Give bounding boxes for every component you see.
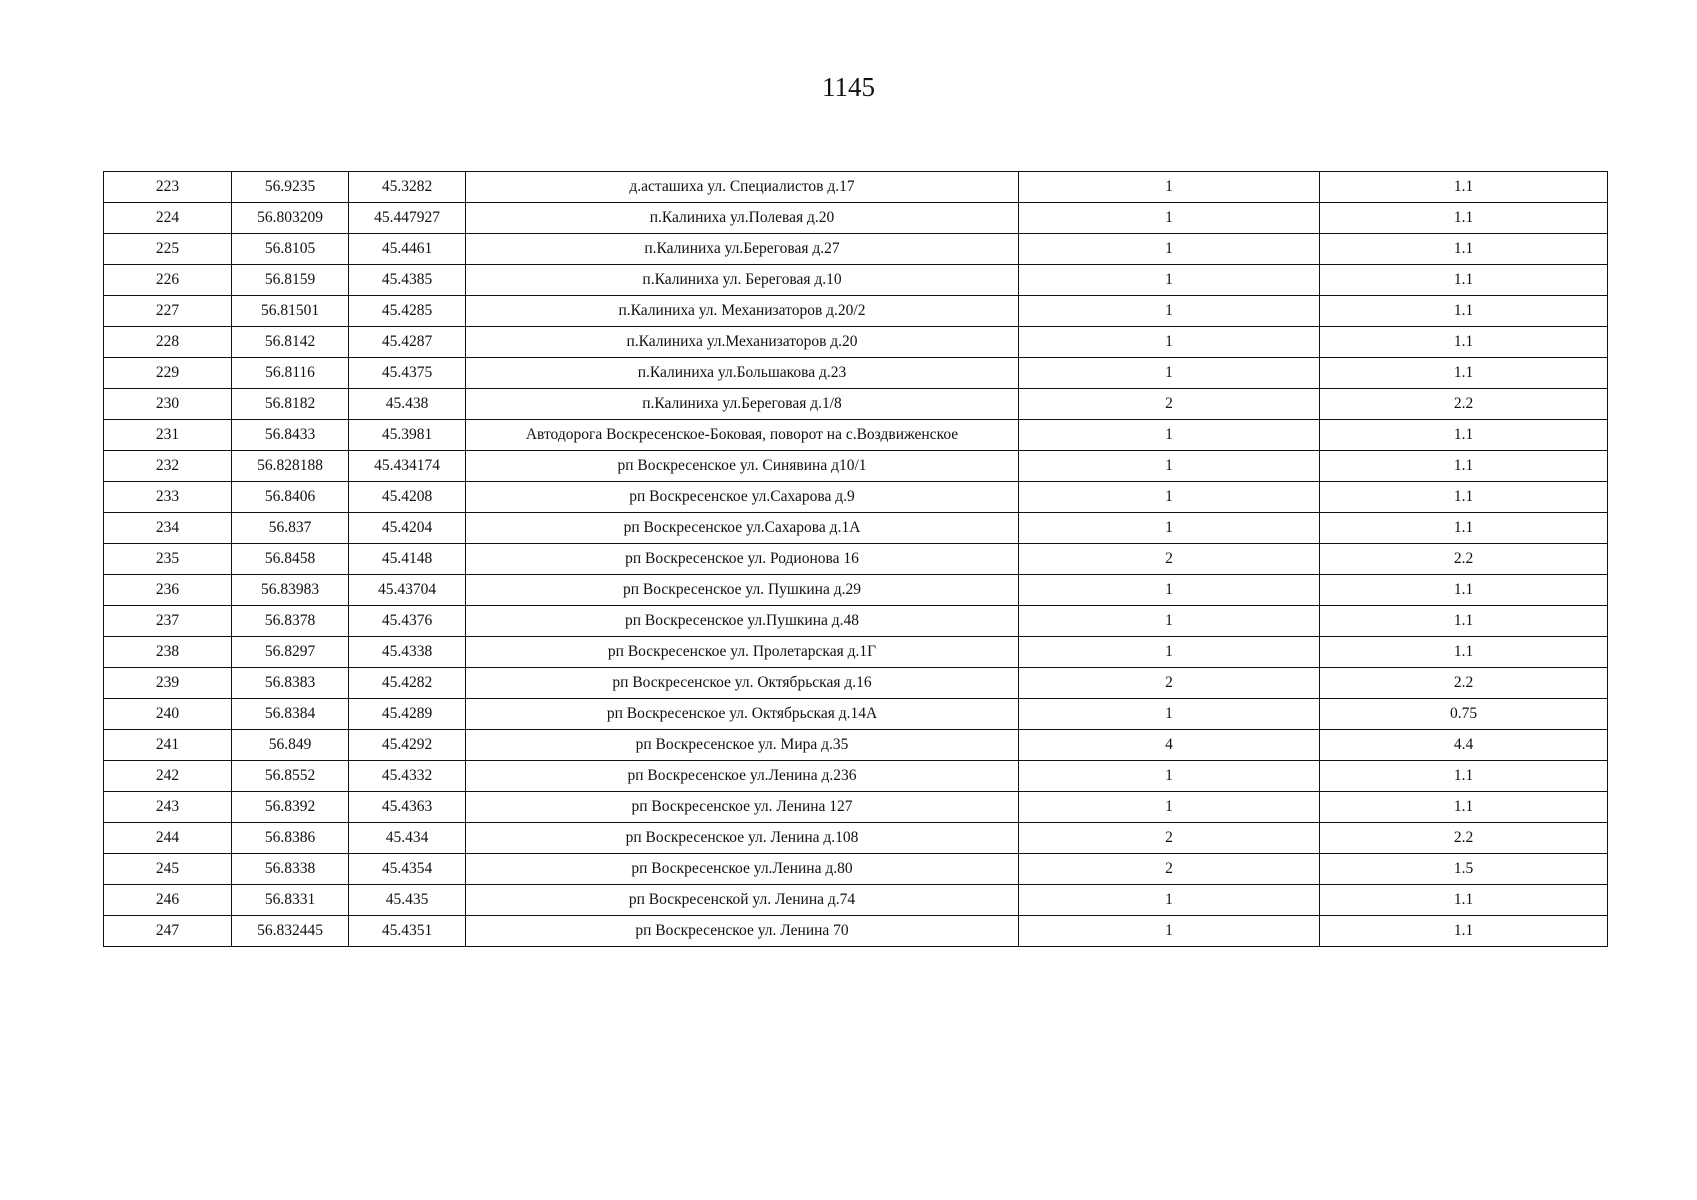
address-cell: п.Калиниха ул. Механизаторов д.20/2	[466, 296, 1019, 327]
count-cell: 1	[1019, 885, 1320, 916]
row-number-cell: 230	[104, 389, 232, 420]
latitude-cell: 56.8182	[232, 389, 349, 420]
longitude-cell: 45.4376	[349, 606, 466, 637]
table-row	[104, 916, 1608, 947]
value-cell: 1.1	[1320, 575, 1608, 606]
count-cell: 1	[1019, 234, 1320, 265]
address-cell: д.асташиха ул. Специалистов д.17	[466, 172, 1019, 203]
row-number-cell: 240	[104, 699, 232, 730]
table-row	[104, 792, 1608, 823]
longitude-cell: 45.4287	[349, 327, 466, 358]
table-row	[104, 451, 1608, 482]
count-cell: 1	[1019, 606, 1320, 637]
table-row	[104, 606, 1608, 637]
table-row	[104, 544, 1608, 575]
count-cell: 2	[1019, 389, 1320, 420]
row-number-cell: 229	[104, 358, 232, 389]
value-cell: 1.1	[1320, 234, 1608, 265]
table-row	[104, 637, 1608, 668]
address-cell: рп Воскресенское ул. Ленина д.108	[466, 823, 1019, 854]
table-row	[104, 730, 1608, 761]
value-cell: 1.1	[1320, 885, 1608, 916]
row-number-cell: 225	[104, 234, 232, 265]
table-row	[104, 823, 1608, 854]
address-cell: рп Воскресенское ул. Синявина д10/1	[466, 451, 1019, 482]
latitude-cell: 56.8406	[232, 482, 349, 513]
count-cell: 1	[1019, 358, 1320, 389]
table-row	[104, 575, 1608, 606]
table-row	[104, 265, 1608, 296]
address-cell: рп Воскресенское ул. Октябрьская д.16	[466, 668, 1019, 699]
value-cell: 1.1	[1320, 172, 1608, 203]
value-cell: 1.1	[1320, 606, 1608, 637]
row-number-cell: 236	[104, 575, 232, 606]
value-cell: 1.1	[1320, 203, 1608, 234]
page-number: 1145	[822, 72, 875, 102]
longitude-cell: 45.4461	[349, 234, 466, 265]
address-cell: рп Воскресенское ул. Октябрьская д.14А	[466, 699, 1019, 730]
longitude-cell: 45.4332	[349, 761, 466, 792]
longitude-cell: 45.4292	[349, 730, 466, 761]
table-row	[104, 699, 1608, 730]
count-cell: 1	[1019, 699, 1320, 730]
table-row	[104, 854, 1608, 885]
value-cell: 1.1	[1320, 761, 1608, 792]
address-cell: Автодорога Воскресенское-Боковая, поворот на с.Воздвиженское	[466, 420, 1019, 451]
count-cell: 1	[1019, 296, 1320, 327]
value-cell: 2.2	[1320, 389, 1608, 420]
count-cell: 1	[1019, 761, 1320, 792]
longitude-cell: 45.435	[349, 885, 466, 916]
latitude-cell: 56.81501	[232, 296, 349, 327]
address-cell: рп Воскресенское ул. Ленина 70	[466, 916, 1019, 947]
row-number-cell: 237	[104, 606, 232, 637]
table-row	[104, 482, 1608, 513]
address-cell: п.Калиниха ул.Механизаторов д.20	[466, 327, 1019, 358]
row-number-cell: 223	[104, 172, 232, 203]
address-cell: рп Воскресенское ул. Пролетарская д.1Г	[466, 637, 1019, 668]
row-number-cell: 234	[104, 513, 232, 544]
count-cell: 1	[1019, 203, 1320, 234]
longitude-cell: 45.4148	[349, 544, 466, 575]
count-cell: 1	[1019, 172, 1320, 203]
row-number-cell: 246	[104, 885, 232, 916]
longitude-cell: 45.434	[349, 823, 466, 854]
count-cell: 1	[1019, 575, 1320, 606]
count-cell: 2	[1019, 854, 1320, 885]
table-row	[104, 389, 1608, 420]
address-cell: рп Воскресенское ул.Ленина д.80	[466, 854, 1019, 885]
value-cell: 0.75	[1320, 699, 1608, 730]
address-cell: рп Воскресенское ул. Пушкина д.29	[466, 575, 1019, 606]
latitude-cell: 56.8386	[232, 823, 349, 854]
longitude-cell: 45.4375	[349, 358, 466, 389]
address-cell: рп Воскресенской ул. Ленина д.74	[466, 885, 1019, 916]
value-cell: 2.2	[1320, 823, 1608, 854]
latitude-cell: 56.832445	[232, 916, 349, 947]
row-number-cell: 226	[104, 265, 232, 296]
count-cell: 1	[1019, 792, 1320, 823]
longitude-cell: 45.3981	[349, 420, 466, 451]
value-cell: 1.1	[1320, 916, 1608, 947]
table-row	[104, 358, 1608, 389]
latitude-cell: 56.8552	[232, 761, 349, 792]
table-body	[104, 172, 1608, 947]
row-number-cell: 239	[104, 668, 232, 699]
address-cell: рп Воскресенское ул. Ленина 127	[466, 792, 1019, 823]
address-cell: рп Воскресенское ул. Мира д.35	[466, 730, 1019, 761]
value-cell: 2.2	[1320, 544, 1608, 575]
value-cell: 2.2	[1320, 668, 1608, 699]
count-cell: 2	[1019, 668, 1320, 699]
value-cell: 1.1	[1320, 296, 1608, 327]
address-cell: рп Воскресенское ул.Пушкина д.48	[466, 606, 1019, 637]
table-row	[104, 234, 1608, 265]
longitude-cell: 45.3282	[349, 172, 466, 203]
longitude-cell: 45.4282	[349, 668, 466, 699]
count-cell: 1	[1019, 265, 1320, 296]
count-cell: 2	[1019, 823, 1320, 854]
row-number-cell: 243	[104, 792, 232, 823]
value-cell: 1.1	[1320, 482, 1608, 513]
value-cell: 1.1	[1320, 792, 1608, 823]
value-cell: 1.1	[1320, 265, 1608, 296]
address-cell: п.Калиниха ул. Береговая д.10	[466, 265, 1019, 296]
table-row	[104, 885, 1608, 916]
row-number-cell: 228	[104, 327, 232, 358]
count-cell: 2	[1019, 544, 1320, 575]
address-cell: рп Воскресенское ул.Ленина д.236	[466, 761, 1019, 792]
latitude-cell: 56.8383	[232, 668, 349, 699]
value-cell: 1.1	[1320, 451, 1608, 482]
latitude-cell: 56.8297	[232, 637, 349, 668]
latitude-cell: 56.8116	[232, 358, 349, 389]
longitude-cell: 45.43704	[349, 575, 466, 606]
table-row	[104, 172, 1608, 203]
count-cell: 1	[1019, 451, 1320, 482]
address-cell: рп Воскресенское ул.Сахарова д.9	[466, 482, 1019, 513]
longitude-cell: 45.4204	[349, 513, 466, 544]
value-cell: 1.1	[1320, 513, 1608, 544]
table-row	[104, 296, 1608, 327]
latitude-cell: 56.8378	[232, 606, 349, 637]
longitude-cell: 45.4351	[349, 916, 466, 947]
count-cell: 1	[1019, 637, 1320, 668]
latitude-cell: 56.837	[232, 513, 349, 544]
value-cell: 1.1	[1320, 358, 1608, 389]
row-number-cell: 241	[104, 730, 232, 761]
address-cell: п.Калиниха ул.Большакова д.23	[466, 358, 1019, 389]
longitude-cell: 45.4363	[349, 792, 466, 823]
count-cell: 1	[1019, 916, 1320, 947]
latitude-cell: 56.828188	[232, 451, 349, 482]
latitude-cell: 56.8433	[232, 420, 349, 451]
latitude-cell: 56.8392	[232, 792, 349, 823]
longitude-cell: 45.4354	[349, 854, 466, 885]
longitude-cell: 45.4285	[349, 296, 466, 327]
latitude-cell: 56.8458	[232, 544, 349, 575]
latitude-cell: 56.8384	[232, 699, 349, 730]
table-row	[104, 327, 1608, 358]
latitude-cell: 56.8159	[232, 265, 349, 296]
longitude-cell: 45.434174	[349, 451, 466, 482]
address-cell: рп Воскресенское ул. Родионова 16	[466, 544, 1019, 575]
value-cell: 1.5	[1320, 854, 1608, 885]
address-cell: п.Калиниха ул.Береговая д.27	[466, 234, 1019, 265]
longitude-cell: 45.4289	[349, 699, 466, 730]
row-number-cell: 232	[104, 451, 232, 482]
row-number-cell: 224	[104, 203, 232, 234]
row-number-cell: 231	[104, 420, 232, 451]
table-row	[104, 513, 1608, 544]
row-number-cell: 235	[104, 544, 232, 575]
latitude-cell: 56.849	[232, 730, 349, 761]
table-row	[104, 203, 1608, 234]
count-cell: 1	[1019, 513, 1320, 544]
latitude-cell: 56.8338	[232, 854, 349, 885]
count-cell: 1	[1019, 420, 1320, 451]
table-row	[104, 420, 1608, 451]
table-row	[104, 668, 1608, 699]
longitude-cell: 45.4338	[349, 637, 466, 668]
table-row	[104, 761, 1608, 792]
count-cell: 1	[1019, 327, 1320, 358]
latitude-cell: 56.8331	[232, 885, 349, 916]
latitude-cell: 56.9235	[232, 172, 349, 203]
address-cell: п.Калиниха ул.Полевая д.20	[466, 203, 1019, 234]
value-cell: 1.1	[1320, 420, 1608, 451]
row-number-cell: 242	[104, 761, 232, 792]
count-cell: 1	[1019, 482, 1320, 513]
value-cell: 4.4	[1320, 730, 1608, 761]
latitude-cell: 56.8105	[232, 234, 349, 265]
value-cell: 1.1	[1320, 637, 1608, 668]
data-table	[103, 171, 1608, 947]
longitude-cell: 45.438	[349, 389, 466, 420]
value-cell: 1.1	[1320, 327, 1608, 358]
row-number-cell: 238	[104, 637, 232, 668]
row-number-cell: 247	[104, 916, 232, 947]
latitude-cell: 56.83983	[232, 575, 349, 606]
address-cell: рп Воскресенское ул.Сахарова д.1А	[466, 513, 1019, 544]
longitude-cell: 45.447927	[349, 203, 466, 234]
row-number-cell: 227	[104, 296, 232, 327]
row-number-cell: 245	[104, 854, 232, 885]
row-number-cell: 244	[104, 823, 232, 854]
address-cell: п.Калиниха ул.Береговая д.1/8	[466, 389, 1019, 420]
latitude-cell: 56.8142	[232, 327, 349, 358]
longitude-cell: 45.4208	[349, 482, 466, 513]
latitude-cell: 56.803209	[232, 203, 349, 234]
longitude-cell: 45.4385	[349, 265, 466, 296]
row-number-cell: 233	[104, 482, 232, 513]
count-cell: 4	[1019, 730, 1320, 761]
